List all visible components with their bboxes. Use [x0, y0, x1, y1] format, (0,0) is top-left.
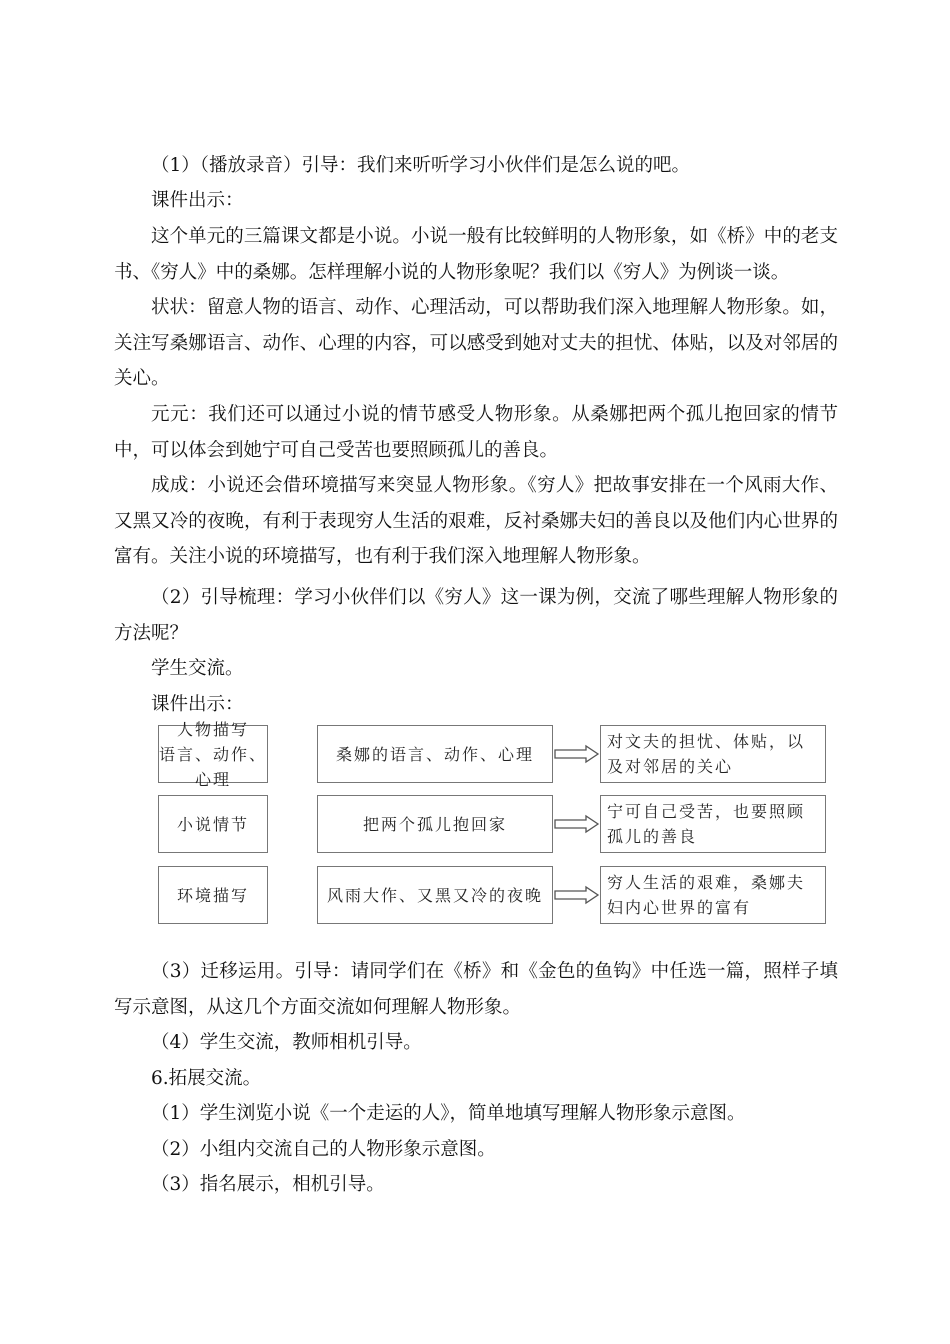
paragraph-zhuangzhuang: 状状：留意人物的语言、动作、心理活动，可以帮助我们深入地理解人物形象。如，关注写桑娜语言、动作、心理的内容，可以感受到她对丈夫的担忧、体贴，以及对邻居的关心。	[114, 297, 838, 389]
content-label: 桑娜的语言、动作、心理	[335, 744, 534, 764]
paragraph-presentation: （3）指名展示，相机引导。	[151, 1174, 385, 1195]
paragraph-courseware-1: 课件出示：	[151, 190, 244, 211]
paragraph-yuanyuan: 元元：我们还可以通过小说的情节感受人物形象。从桑娜把两个孤儿抱回家的情节中，可以体会到她宁可自己受苦也要照顾孤儿的善良。	[114, 404, 838, 461]
aspect-box-character-description	[158, 719, 268, 789]
paragraph-student-exchange: 学生交流。	[151, 658, 244, 679]
paragraph-unit-intro: 这个单元的三篇课文都是小说。小说一般有比较鲜明的人物形象，如《桥》中的老支书、《穷人》中的桑娜。怎样理解小说的人物形象呢？我们以《穷人》为例谈一谈。	[114, 226, 838, 283]
section-heading-extension: 6.拓展交流。	[151, 1068, 262, 1089]
result-label: 穷人生活的艰难，桑娜夫妇内心世界的富有	[607, 873, 806, 917]
result-box-row-3	[600, 866, 826, 924]
content-label: 风雨大作、又黑又冷的夜晚	[326, 885, 543, 905]
paragraph-transfer-application: （3）迁移运用。引导：请同学们在《桥》和《金色的鱼钩》中任选一篇，照样子填写示意图，从这几个方面交流如何理解人物形象。	[114, 961, 838, 1018]
paragraph-teacher-guide: （4）学生交流，教师相机引导。	[151, 1032, 422, 1053]
paragraph-chengcheng: 成成：小说还会借环境描写来突显人物形象。《穷人》把故事安排在一个风雨大作、又黑又冷的夜晚，有利于表现穷人生活的艰难，反衬桑娜夫妇的善良以及他们内心世界的富有。关注小说的环境描写，也有利于我们深入地理解人物形象。	[114, 475, 838, 567]
result-box-row-2	[600, 795, 826, 853]
content-box-row-1	[317, 725, 553, 783]
paragraph-guide-summary: （2）引导梳理：学习小伙伴们以《穷人》这一课为例，交流了哪些理解人物形象的方法呢？	[114, 587, 838, 644]
result-label: 对文夫的担忧、体贴，以及对邻居的关心	[607, 732, 806, 776]
content-box-row-2	[317, 795, 553, 853]
aspect-label: 环境描写	[176, 885, 249, 905]
result-box-row-1	[600, 725, 826, 783]
paragraph-courseware-2: 课件出示：	[151, 694, 244, 715]
paragraph-browse-novel: （1）学生浏览小说《一个走运的人》，简单地填写理解人物形象示意图。	[151, 1103, 746, 1124]
content-box-row-3	[317, 866, 553, 924]
aspect-box-environment	[158, 866, 268, 924]
arrow-right-icon	[554, 814, 600, 834]
aspect-box-plot	[158, 795, 268, 853]
aspect-sublabel: 语言、动作、心理	[159, 744, 268, 789]
aspect-label: 小说情节	[176, 814, 249, 834]
result-label: 宁可自己受苦，也要照顾孤儿的善良	[607, 802, 806, 846]
arrow-right-icon	[554, 885, 600, 905]
character-analysis-diagram	[158, 719, 838, 927]
paragraph-group-exchange: （2）小组内交流自己的人物形象示意图。	[151, 1139, 496, 1160]
paragraph-playback: （1）（播放录音）引导：我们来听听学习小伙伴们是怎么说的吧。	[151, 155, 691, 176]
aspect-label: 人物描写	[176, 719, 249, 739]
content-label: 把两个孤儿抱回家	[362, 814, 507, 834]
arrow-right-icon	[554, 744, 600, 764]
